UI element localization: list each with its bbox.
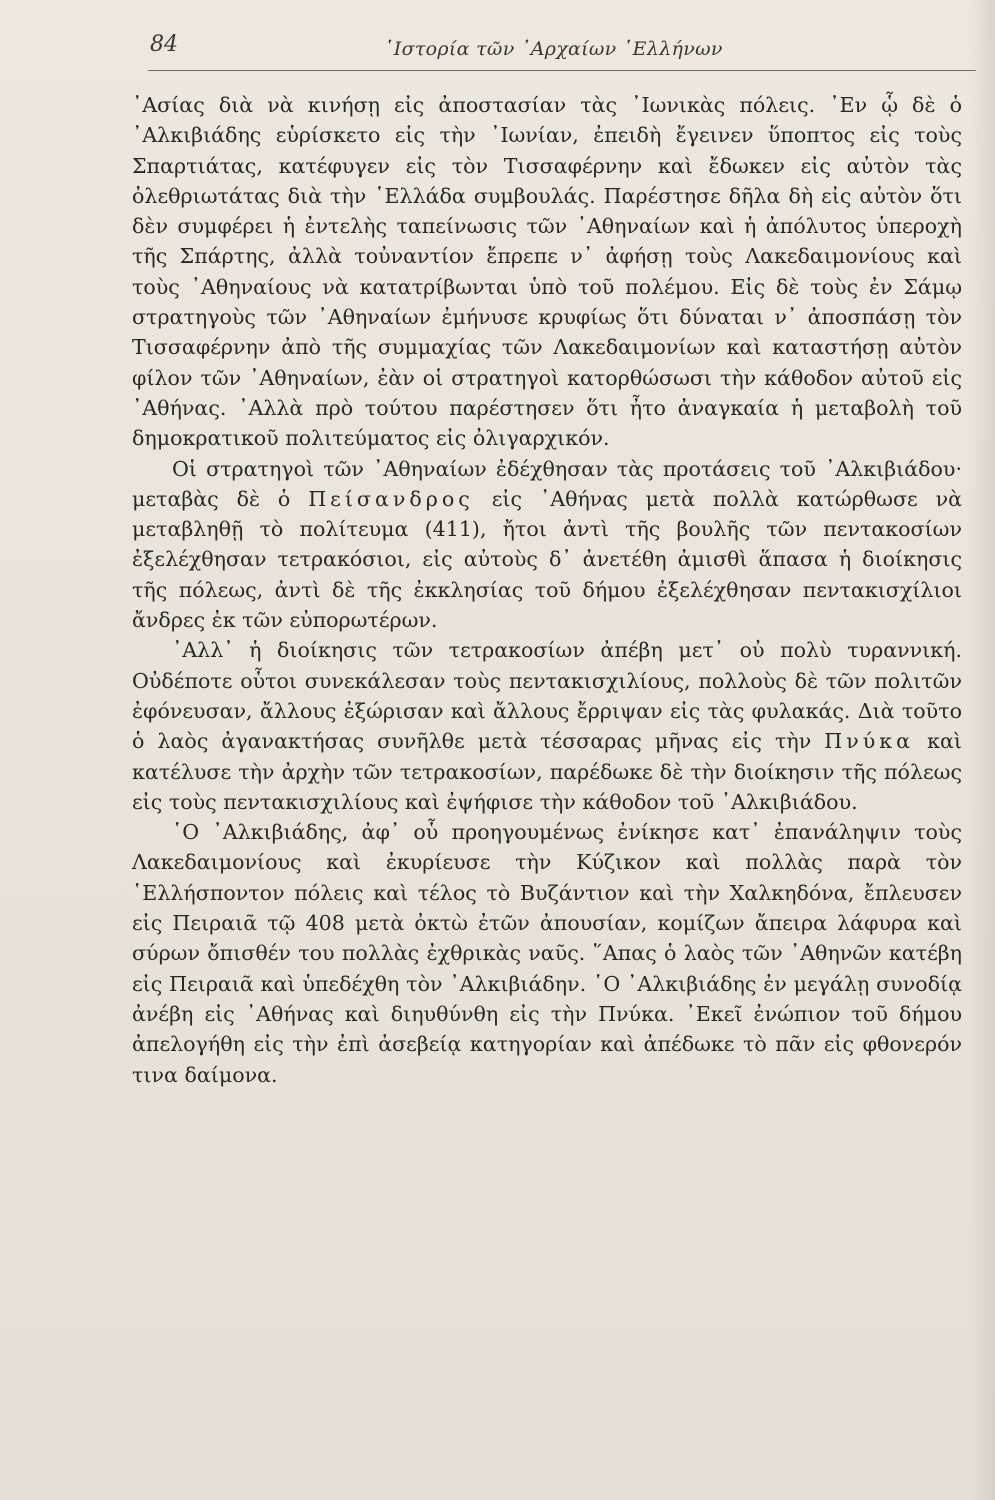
paragraph-2 [132,454,962,636]
paragraph-3-end: καὶ κατέλυσε τὴν ἀρχὴν τῶν τετρακοσίων, παρέδωκε δὲ τὴν διοίκησιν τῆς πόλεως εἰς τοὺς πεντακισχιλίους καὶ ἐψήφισε τὴν κάθοδον τοῦ ᾿Αλκιβιάδου. [132,729,963,814]
paragraph-3-start: ᾿Αλλ᾿ ἡ διοίκησις τῶν τετρακοσίων ἀπέβη μετ᾿ οὐ πολὺ τυραννική. Οὐδέποτε οὗτοι συνεκάλεσαν τοὺς πεντακισχιλίους, πολλοὺς δὲ τῶν πολιτῶν ἐφόνευσαν, ἄλλους ἐξώρισαν καὶ ἄλλους ἔρριψαν εἰς τὰς φυλακάς. Διὰ τοῦτο ὁ λαὸς ἀγανακτήσας συνῆλθε μετὰ τέσσαρας μῆνας εἰς τὴν [132,638,962,754]
running-title: ῾Ιστορία τῶν ᾿Αρχαίων ῾Ελλήνων [384,38,723,60]
paragraph-4: ῾Ο ᾿Αλκιβιάδης, ἀφ᾿ οὗ προηγουμένως ἐνίκησε κατ᾿ ἐπανάληψιν τοὺς Λακεδαιμονίους καὶ ἐκυρίευσε τὴν Κύζικον καὶ πολλὰς παρὰ τὸν ῾Ελλήσποντον πόλεις καὶ τέλος τὸ Βυζάντιον καὶ τὴν Χαλκηδόνα, ἔπλευσεν εἰς Πειραιᾶ τῷ 408 μετὰ ὀκτὼ ἐτῶν ἀπουσίαν, κομίζων ἄπειρα λάφυρα καὶ σύρων ὄπισθέν του πολλὰς ἐχθρικὰς ναῦς. ῞Απας ὁ λαὸς τῶν ᾿Αθηνῶν κατέβη εἰς Πειραιᾶ καὶ ὑπεδέχθη τὸν ᾿Αλκιβιάδην. ῾Ο ᾿Αλκιβιάδης ἐν μεγάλῃ συνοδίᾳ ἀνέβη εἰς ᾿Αθήνας καὶ διηυθύνθη εἰς τὴν Πνύκα. ᾿Εκεῖ ἐνώπιον τοῦ δήμου ἀπελογήθη εἰς τὴν ἐπὶ ἀσεβείᾳ κατηγορίαν καὶ ἀπέδωκε τὸ πᾶν εἰς φθονερόν τινα δαίμονα. [132,820,962,1087]
paragraph-3 [132,635,962,817]
header-rule [148,70,976,71]
page-edge-shadow [969,0,995,1500]
page-number: 84 [150,32,178,57]
paragraph-2-end: εἰς ᾿Αθήνας μετὰ πολλὰ κατώρθωσε νὰ μεταβληθῇ τὸ πολίτευμα (411), ἤτοι ἀντὶ τῆς βουλῆς τῶν πεντακοσίων ἐξελέχθησαν τετρακόσιοι, εἰς αὐτοὺς δ᾿ ἀνετέθη ἀμισθὶ ἅπασα ἡ διοίκησις τῆς πόλεως, ἀντὶ δὲ τῆς ἐκκλησίας τοῦ δήμου ἐξελέχθησαν πεντακισχίλιοι ἄνδρες ἐκ τῶν εὐπορωτέρων. [132,486,963,633]
paragraph-1: ᾿Ασίας διὰ νὰ κινήσῃ εἰς ἀποστασίαν τὰς ᾿Ιωνικὰς πόλεις. ᾿Εν ᾧ δὲ ὁ ᾿Αλκιβιάδης εὑρίσκετο εἰς τὴν ᾿Ιωνίαν, ἐπειδὴ ἔγεινεν ὕποπτος εἰς τοὺς Σπαρτιάτας, κατέφυγεν εἰς τὸν Τισσαφέρνην καὶ ἔδωκεν εἰς αὐτὸν τὰς ὀλεθριωτάτας διὰ τὴν ῾Ελλάδα συμβουλάς. Παρέστησε δῆλα δὴ εἰς αὐτὸν ὅτι δὲν συμφέρει ἡ ἐντελὴς ταπείνωσις τῶν ᾿Αθηναίων καὶ ἡ ἀπόλυτος ὑπεροχὴ τῆς Σπάρτης, ἀλλὰ τοὐναντίον ἔπρεπε ν᾿ ἀφήσῃ τοὺς Λακεδαιμονίους καὶ τοὺς ᾿Αθηναίους νὰ κατατρίβωνται ὑπὸ τοῦ πολέμου. Εἰς δὲ τοὺς ἐν Σάμῳ στρατηγοὺς τῶν ᾿Αθηναίων ἐμήνυσε κρυφίως ὅτι δύναται ν᾿ ἀποσπάσῃ τὸν Τισσαφέρνην ἀπὸ τῆς συμμαχίας τῶν Λακεδαιμονίων καὶ καταστήσῃ αὐτὸν φίλον τῶν ᾿Αθηναίων, ἐὰν οἱ στρατηγοὶ κατορθώσωσι τὴν κάθοδον αὐτοῦ εἰς ᾿Αθήνας. ᾿Αλλὰ πρὸ τούτου παρέστησεν ὅτι ἦτο ἀναγκαία ἡ μεταβολὴ τοῦ δημοκρατικοῦ πολιτεύματος εἰς ὀλιγαρχικόν. [132,93,962,451]
name-peisandros: Πείσανδρος [308,486,474,511]
name-pnyx: Πνύκα [824,729,915,754]
body-text [132,90,962,1090]
paragraph-2-start: Οἱ στρατηγοὶ τῶν ᾿Αθηναίων ἐδέχθησαν τὰς προτάσεις τοῦ ᾿Αλκιβιάδου· μεταβὰς δὲ ὁ [132,456,962,511]
